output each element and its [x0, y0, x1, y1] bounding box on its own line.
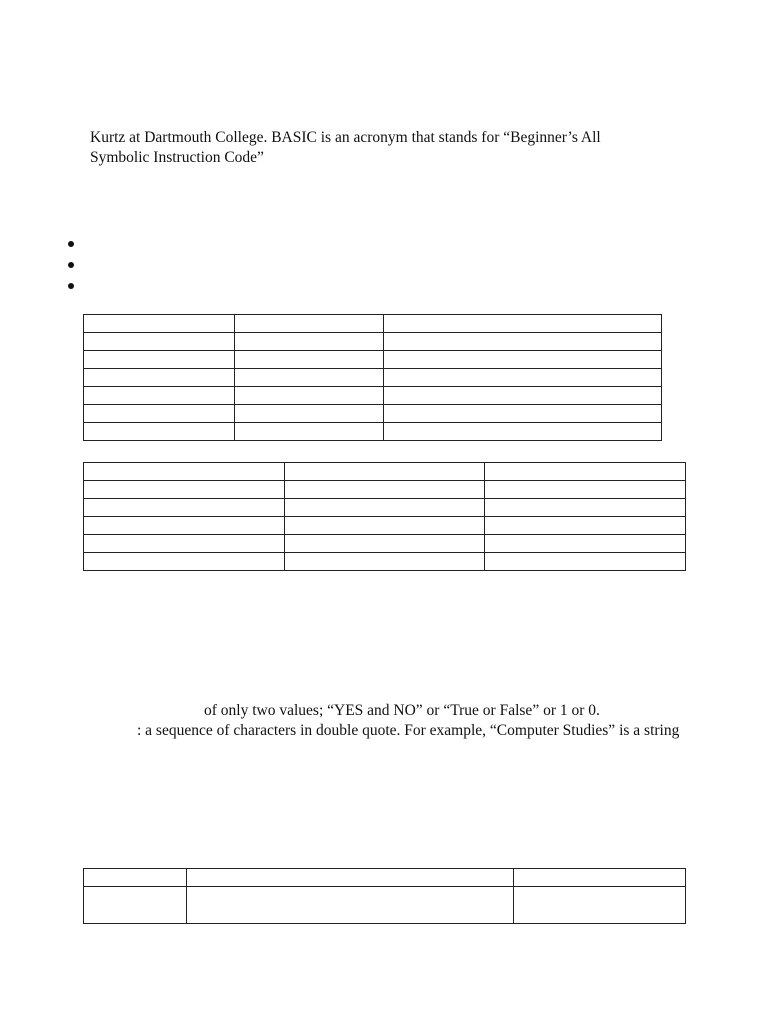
table-cell: [84, 553, 285, 571]
table-2: [83, 462, 686, 571]
table-cell: [84, 387, 235, 405]
table-cell: [84, 869, 187, 887]
intro-line-1: Kurtz at Dartmouth College. BASIC is an acronym that stands for “Beginner’s All: [90, 129, 601, 146]
table-cell: [485, 463, 686, 481]
table-row: [84, 387, 662, 405]
table-row: [84, 423, 662, 441]
table-cell: [384, 423, 662, 441]
table-cell: [84, 463, 285, 481]
table-cell: [235, 369, 384, 387]
boolean-description: of only two values; “YES and NO” or “True or False” or 1 or 0.: [204, 702, 600, 719]
table-cell: [187, 887, 514, 924]
table-cell: [384, 387, 662, 405]
table-row: [84, 887, 686, 924]
table-cell: [285, 535, 485, 553]
table-cell: [84, 351, 235, 369]
bullet-item-2: [68, 262, 74, 268]
table-cell: [384, 351, 662, 369]
table-row: [84, 315, 662, 333]
table-cell: [84, 499, 285, 517]
table-cell: [84, 535, 285, 553]
table-1: [83, 314, 662, 441]
bullet-item-1: [68, 241, 74, 247]
table-row: [84, 351, 662, 369]
table-cell: [285, 499, 485, 517]
table-row: [84, 463, 686, 481]
table-cell: [384, 315, 662, 333]
table-cell: [285, 517, 485, 535]
table-3: [83, 868, 686, 924]
table-cell: [384, 405, 662, 423]
table-cell: [235, 333, 384, 351]
table-row: [84, 499, 686, 517]
table-cell: [84, 423, 235, 441]
table-cell: [514, 869, 686, 887]
table-row: [84, 369, 662, 387]
table-cell: [235, 423, 384, 441]
table-cell: [84, 887, 187, 924]
table-cell: [384, 369, 662, 387]
table-cell: [84, 333, 235, 351]
table-row: [84, 333, 662, 351]
table-row: [84, 481, 686, 499]
table-cell: [285, 553, 485, 571]
table-cell: [485, 553, 686, 571]
table-cell: [235, 315, 384, 333]
table-cell: [235, 405, 384, 423]
table-cell: [285, 481, 485, 499]
table-row: [84, 535, 686, 553]
table-cell: [84, 481, 285, 499]
table-cell: [84, 369, 235, 387]
table-cell: [235, 351, 384, 369]
table-cell: [485, 517, 686, 535]
table-row: [84, 405, 662, 423]
bullet-item-3: [68, 283, 74, 289]
table-row: [84, 517, 686, 535]
table-row: [84, 553, 686, 571]
table-cell: [514, 887, 686, 924]
table-cell: [187, 869, 514, 887]
string-description: : a sequence of characters in double quote. For example, “Computer Studies” is a string: [137, 722, 680, 739]
table-cell: [84, 315, 235, 333]
intro-line-2: Symbolic Instruction Code”: [90, 149, 264, 166]
table-cell: [84, 405, 235, 423]
table-cell: [285, 463, 485, 481]
table-row: [84, 869, 686, 887]
table-cell: [235, 387, 384, 405]
table-cell: [485, 499, 686, 517]
table-cell: [84, 517, 285, 535]
table-cell: [384, 333, 662, 351]
table-cell: [485, 481, 686, 499]
table-cell: [485, 535, 686, 553]
